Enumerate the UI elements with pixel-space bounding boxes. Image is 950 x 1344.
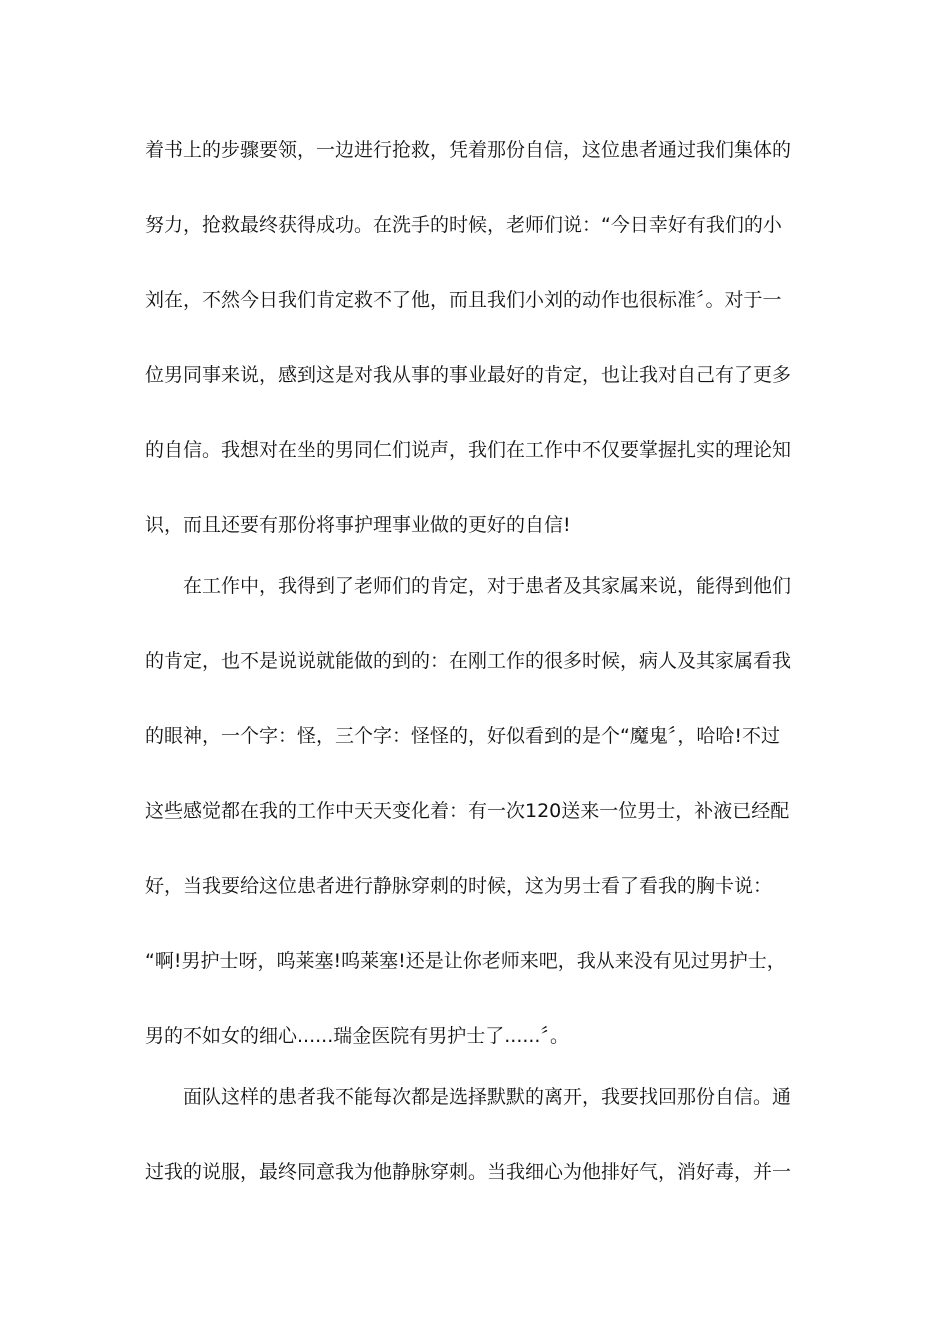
text-line-14: 面队这样的患者我不能每次都是选择默默的离开，我要找回那份自信。通 <box>183 1086 792 1108</box>
text-line-8: 的肯定，也不是说说就能做的到的：在刚工作的很多时候，病人及其家属看我 <box>145 650 792 672</box>
text-line-13: 男的不如女的细心......瑞金医院有男护士了......〞。 <box>145 1025 569 1047</box>
text-line-1: 着书上的步骤要领，一边进行抢救，凭着那份自信，这位患者通过我们集体的 <box>145 139 792 161</box>
text-line-15: 过我的说服，最终同意我为他静脉穿刺。当我细心为他排好气，消好毒，并一 <box>145 1161 792 1183</box>
text-line-3: 刘在，不然今日我们肯定救不了他，而且我们小刘的动作也很标准〞。对于一 <box>145 289 782 311</box>
text-line-6: 识，而且还要有那份将事护理事业做的更好的自信! <box>145 514 571 536</box>
text-line-11: 好，当我要给这位患者进行静脉穿刺的时候，这为男士看了看我的胸卡说： <box>145 875 773 897</box>
text-line-12: “啊!男护士呀，呜莱塞!呜莱塞!还是让你老师来吧，我从来没有见过男护士， <box>145 950 786 972</box>
text-line-7: 在工作中，我得到了老师们的肯定，对于患者及其家属来说，能得到他们 <box>183 575 792 597</box>
text-line-9: 的眼神，一个字：怪，三个字：怪怪的，好似看到的是个“魔鬼〞，哈哈!不过 <box>145 725 780 747</box>
text-line-5: 的自信。我想对在坐的男同仁们说声，我们在工作中不仅要掌握扎实的理论知 <box>145 439 792 461</box>
text-line-4: 位男同事来说，感到这是对我从事的事业最好的肯定，也让我对自己有了更多 <box>145 364 792 386</box>
text-line-2: 努力，抢救最终获得成功。在洗手的时候，老师们说：“今日幸好有我们的小 <box>145 214 782 236</box>
text-line-10: 这些感觉都在我的工作中天天变化着：有一次120送来一位男士，补液已经配 <box>145 800 790 822</box>
